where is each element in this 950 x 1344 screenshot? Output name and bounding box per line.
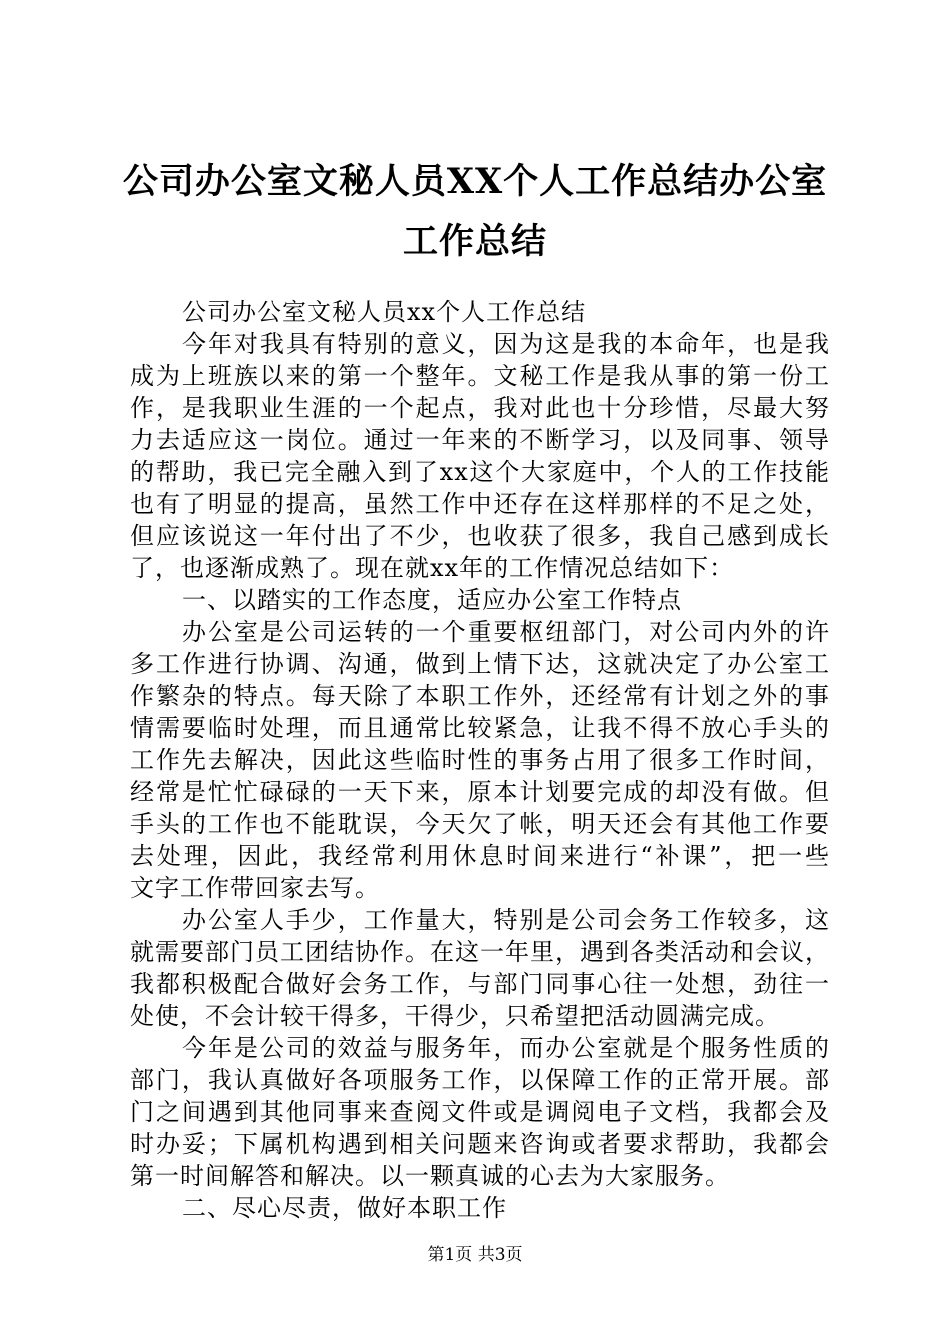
body-text-line: 了，也逐渐成熟了。现在就xx年的工作情况总结如下：: [130, 554, 735, 582]
body-text-line: 多工作进行协调、沟通，做到上情下达，这就决定了办公室工: [130, 650, 830, 678]
body-text-line: 的帮助，我已完全融入到了xx这个大家庭中，个人的工作技能: [130, 458, 830, 486]
body-text-line: 时办妥；下属机构遇到相关问题来咨询或者要求帮助，我都会: [130, 1130, 830, 1158]
body-text-line: 作繁杂的特点。每天除了本职工作外，还经常有计划之外的事: [130, 682, 830, 710]
document-body: [130, 296, 830, 1224]
body-text-line: 力去适应这一岗位。通过一年来的不断学习，以及同事、领导: [130, 426, 830, 454]
body-text-line: 我都积极配合做好会务工作，与部门同事心往一处想，劲往一: [130, 970, 830, 998]
document-title-line-2: 工作总结: [402, 221, 547, 262]
page-footer: 第1页 共3页: [427, 1245, 523, 1265]
body-text-line: 经常是忙忙碌碌的一天下来，原本计划要完成的却没有做。但: [130, 778, 830, 806]
body-text-line: 门之间遇到其他同事来查阅文件或是调阅电子文档，我都会及: [130, 1098, 830, 1126]
body-text-line: 就需要部门员工团结协作。在这一年里，遇到各类活动和会议，: [130, 938, 830, 966]
body-text-line: 处使，不会计较干得多，干得少，只希望把活动圆满完成。: [130, 1002, 780, 1030]
body-text-line: 二、尽心尽责，做好本职工作: [182, 1194, 507, 1222]
body-text-line: 部门，我认真做好各项服务工作，以保障工作的正常开展。部: [130, 1066, 830, 1094]
body-text-line: 手头的工作也不能耽误，今天欠了帐，明天还会有其他工作要: [130, 810, 830, 838]
body-text-line: 工作先去解决，因此这些临时性的事务占用了很多工作时间，: [130, 746, 830, 774]
body-text-line: 一、以踏实的工作态度，适应办公室工作特点: [182, 586, 682, 614]
body-text-line: 情需要临时处理，而且通常比较紧急，让我不得不放心手头的: [130, 714, 830, 742]
document-title-line-1: 公司办公室文秘人员XX个人工作总结办公室: [122, 161, 828, 202]
body-text-line: 今年是公司的效益与服务年，而办公室就是个服务性质的: [182, 1034, 830, 1062]
body-text-line: 第一时间解答和解决。以一颗真诚的心去为大家服务。: [130, 1162, 730, 1190]
body-text-line: 作，是我职业生涯的一个起点，我对此也十分珍惜，尽最大努: [130, 394, 830, 422]
body-text-line: 文字工作带回家去写。: [130, 874, 380, 902]
body-text-line: 今年对我具有特别的意义，因为这是我的本命年，也是我: [182, 330, 830, 358]
body-text-line: 成为上班族以来的第一个整年。文秘工作是我从事的第一份工: [130, 362, 830, 390]
body-text-line: 办公室人手少，工作量大，特别是公司会务工作较多，这: [182, 906, 830, 934]
body-text-line: 也有了明显的提高，虽然工作中还存在这样那样的不足之处，: [130, 490, 830, 518]
body-text-line: 去处理，因此，我经常利用休息时间来进行“补课”，把一些: [130, 842, 830, 870]
body-text-line: 公司办公室文秘人员xx个人工作总结: [182, 298, 587, 326]
body-text-line: 办公室是公司运转的一个重要枢纽部门，对公司内外的许: [182, 618, 830, 646]
body-text-line: 但应该说这一年付出了不少，也收获了很多，我自己感到成长: [130, 522, 830, 550]
